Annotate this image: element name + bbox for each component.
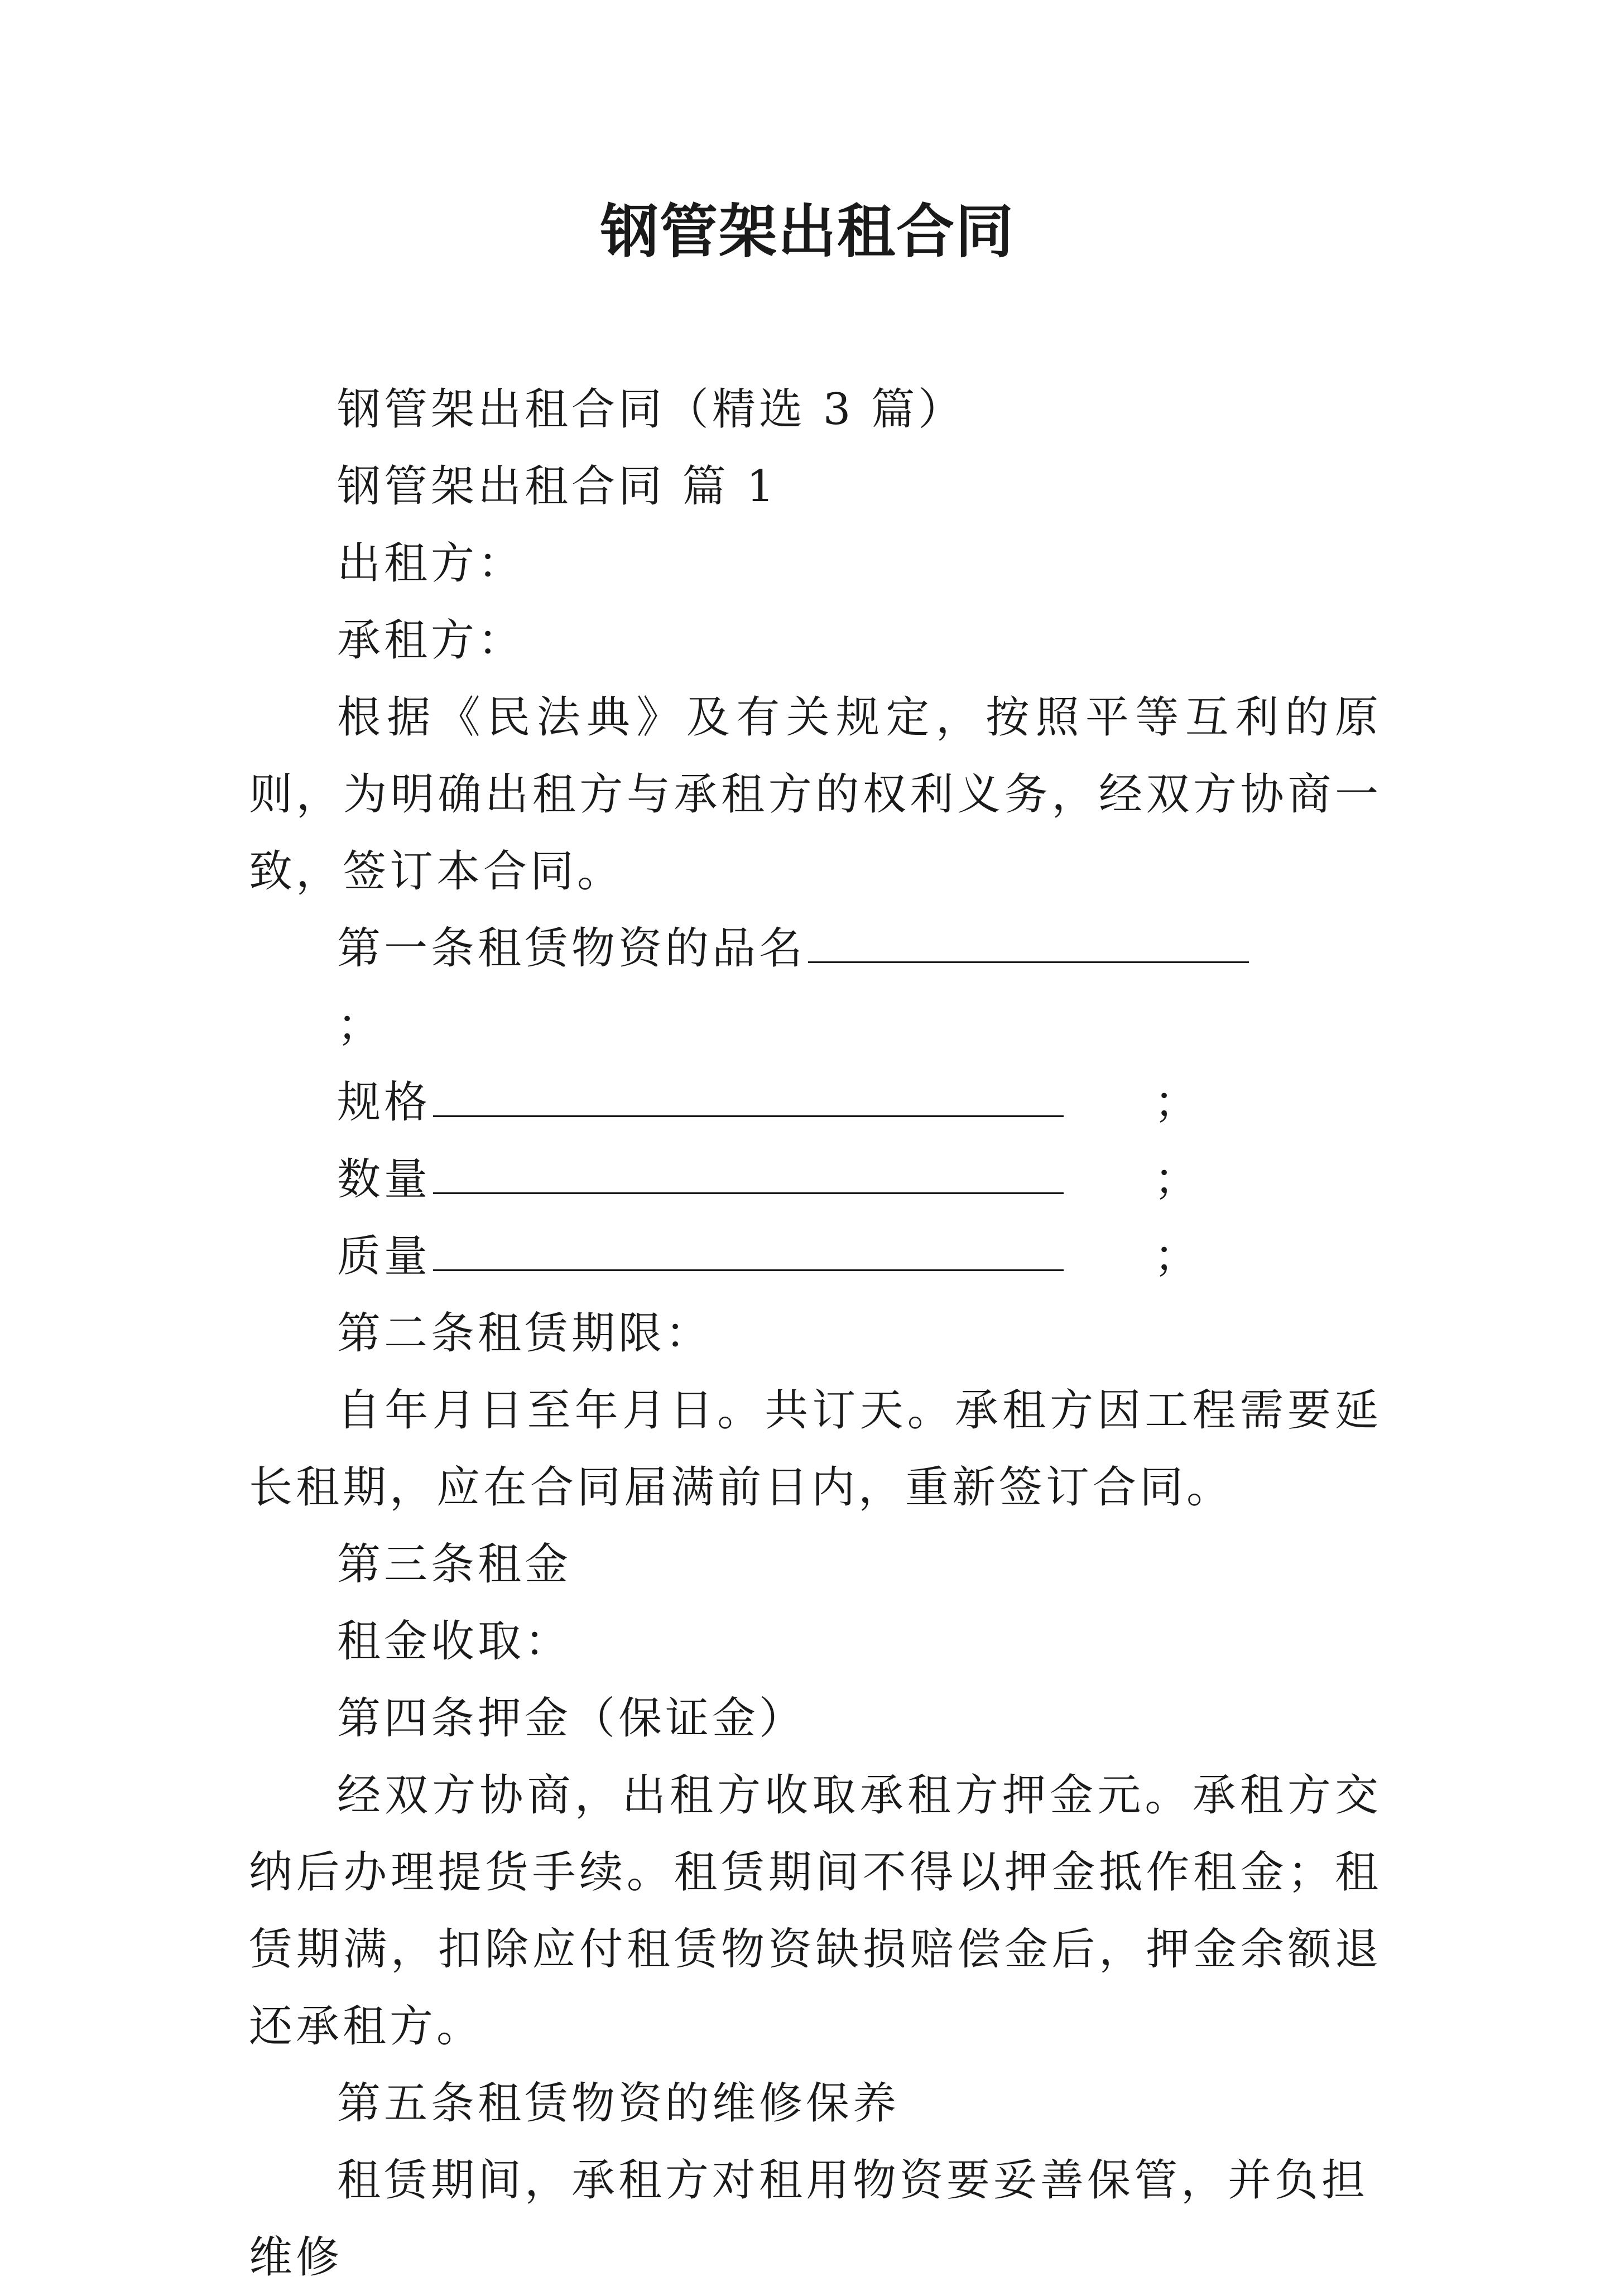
paragraph-preamble: 根据《民法典》及有关规定，按照平等互利的原则，为明确出租方与承租方的权利义务，经双方协商一致，签订本合同。 xyxy=(249,692,1382,897)
paragraph-rent-collection: 租金收取： xyxy=(337,1616,572,1667)
spec-end: ； xyxy=(1154,1077,1201,1128)
paragraph-article-3: 第三条租金 xyxy=(337,1539,572,1590)
paragraph-article-4: 第四条押金（保证金） xyxy=(337,1693,806,1744)
quantity-blank-line xyxy=(433,1157,1064,1194)
paragraph-section-heading: 钢管架出租合同 篇 1 xyxy=(337,461,778,512)
paragraph-lessor: 出租方： xyxy=(337,538,525,589)
paragraph-quantity xyxy=(249,1141,1382,1218)
paragraph-article-1-name xyxy=(249,910,1382,1064)
spec-label: 规格 xyxy=(337,1077,431,1128)
spec-blank-line xyxy=(433,1080,1064,1117)
paragraph-maintenance: 租赁期间，承租方对租用物资要妥善保管，并负担维修 xyxy=(249,2155,1369,2283)
quantity-end: ； xyxy=(1154,1154,1201,1205)
paragraph-subtitle: 钢管架出租合同（精选 3 篇） xyxy=(337,384,965,435)
paragraph-article-2: 第二条租赁期限： xyxy=(337,1308,713,1359)
paragraph-article-5: 第五条租赁物资的维修保养 xyxy=(337,2078,900,2129)
quantity-label: 数量 xyxy=(337,1154,431,1205)
paragraph-deposit: 经双方协商，出租方收取承租方押金元。承租方交纳后办理提货手续。租赁期间不得以押金抵作租金；租赁期满，扣除应付租赁物资缺损赔偿金后，押金余额退还承租方。 xyxy=(249,1770,1382,2052)
article-1-end: ； xyxy=(337,1000,384,1051)
name-blank-line xyxy=(808,926,1249,963)
paragraph-lease-term: 自年月日至年月日。共订天。承租方因工程需要延长租期，应在合同届满前日内，重新签订合同。 xyxy=(249,1385,1382,1513)
article-1-label: 第一条租赁物资的品名 xyxy=(337,923,806,974)
quality-label: 质量 xyxy=(337,1231,431,1282)
document-title: 钢管架出租合同 xyxy=(600,198,1015,266)
quality-end: ； xyxy=(1154,1231,1201,1282)
document-body xyxy=(249,371,1382,2296)
paragraph-quality xyxy=(249,1218,1382,1295)
quality-blank-line xyxy=(433,1234,1064,1271)
paragraph-spec xyxy=(249,1064,1382,1141)
paragraph-lessee: 承租方： xyxy=(337,615,525,666)
